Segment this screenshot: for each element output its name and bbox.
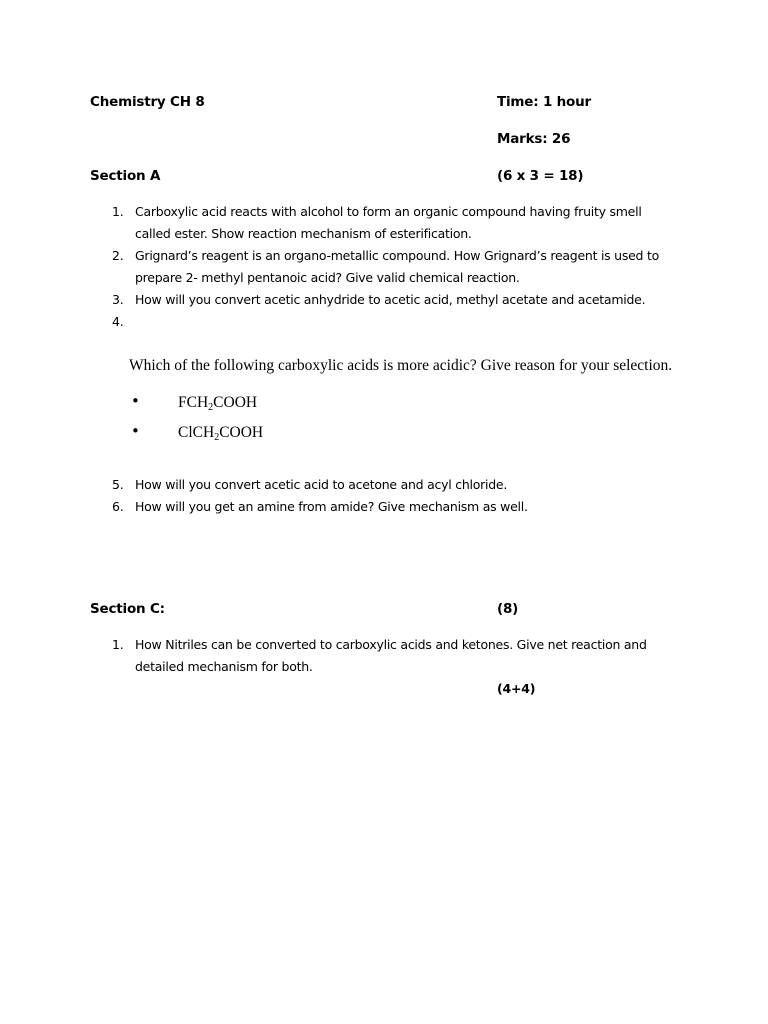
section-c-questions — [90, 634, 665, 678]
section-a-heading: Section A — [90, 168, 161, 184]
section-c-heading: Section C: — [90, 601, 165, 617]
question-item — [90, 245, 665, 289]
question-number: 1. — [112, 204, 124, 219]
question-text-line: How Nitriles can be converted to carboxylic acids and ketones. Give net reaction and — [135, 637, 647, 652]
marks-label: Marks: 26 — [497, 131, 571, 147]
question-text-line: Grignard’s reagent is an organo-metallic compound. How Grignard’s reagent is used to — [135, 248, 660, 263]
question-text-line: How will you get an amine from amide? Give mechanism as well. — [135, 499, 528, 514]
section-c-marks: (8) — [497, 601, 519, 617]
question-number: 3. — [112, 292, 124, 307]
question-item — [90, 496, 665, 518]
section-a-marks: (6 x 3 = 18) — [497, 168, 584, 184]
question-item — [90, 201, 665, 245]
bullet-icon: • — [131, 392, 140, 410]
question-item — [90, 634, 665, 678]
question-item — [90, 289, 665, 311]
question-number: 6. — [112, 499, 124, 514]
question-number: 4. — [112, 314, 124, 329]
question-number: 1. — [112, 637, 124, 652]
question-item — [90, 474, 665, 496]
q4-option: ClCH$_2$COOH — [178, 424, 264, 443]
exam-title: Chemistry CH 8 — [90, 94, 205, 110]
question-text-line: detailed mechanism for both. — [135, 659, 313, 674]
question-item — [90, 311, 665, 333]
q4-option: $FCH_2COOH$ — [178, 394, 258, 413]
question-text-line: prepare 2- methyl pentanoic acid? Give valid chemical reaction. — [135, 270, 520, 285]
question-text-line: How will you convert acetic anhydride to acetic acid, methyl acetate and acetamide. — [135, 292, 646, 307]
section-a-questions — [90, 201, 665, 333]
question-text-line: How will you convert acetic acid to acetone and acyl chloride. — [135, 477, 508, 492]
time-label: Time: 1 hour — [497, 94, 592, 110]
section-a-questions-cont — [90, 474, 665, 518]
question-text-line: called ester. Show reaction mechanism of esterification. — [135, 226, 472, 241]
question-number: 2. — [112, 248, 124, 263]
question-number: 5. — [112, 477, 124, 492]
bullet-icon: • — [131, 422, 140, 440]
question-marks: (4+4) — [497, 681, 536, 696]
question-text-line: Carboxylic acid reacts with alcohol to form an organic compound having fruity smell — [135, 204, 642, 219]
q4-prompt: Which of the following carboxylic acids is more acidic? Give reason for your selection. — [129, 357, 673, 374]
